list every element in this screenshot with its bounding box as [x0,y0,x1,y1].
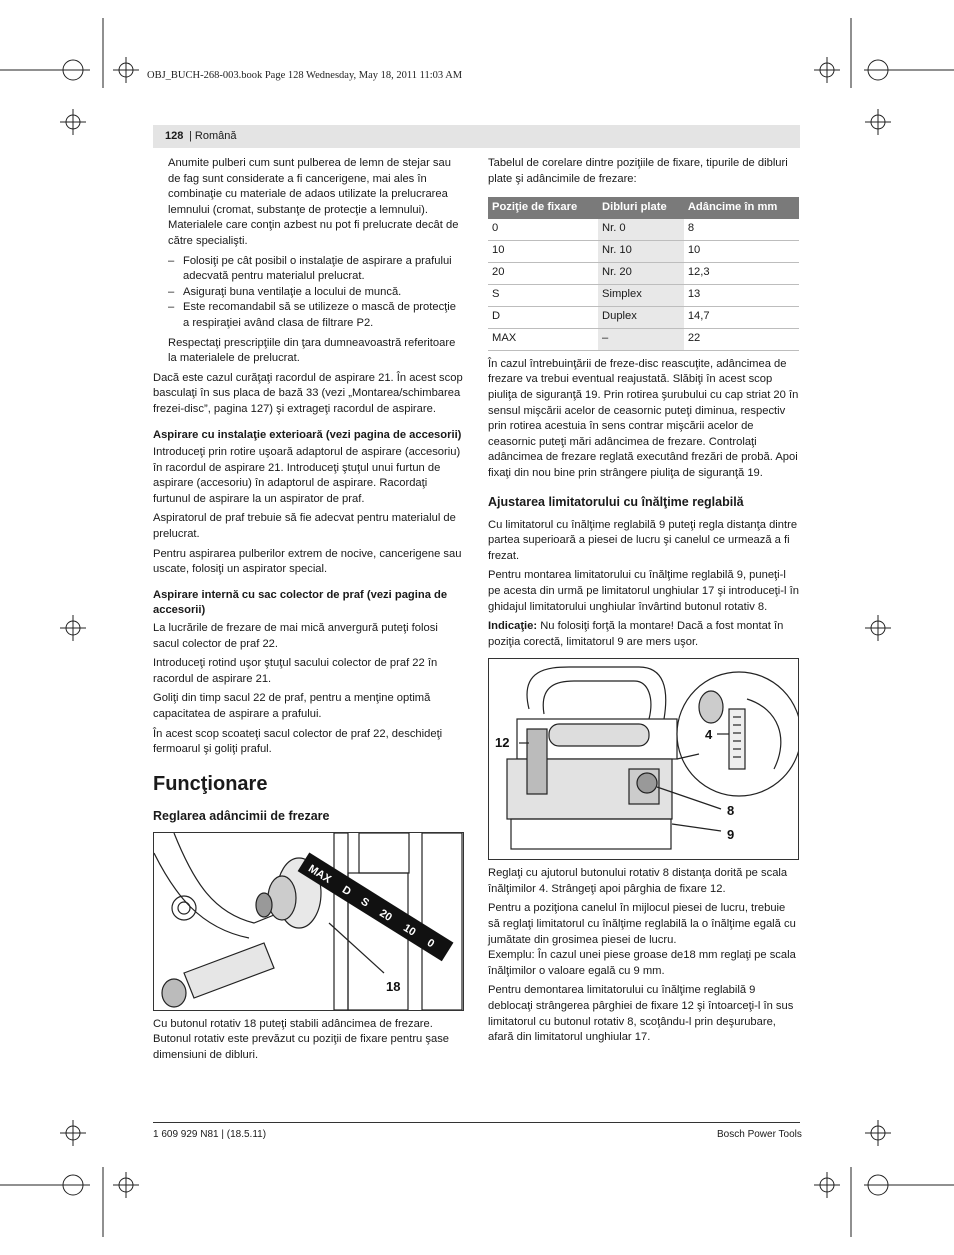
paragraph: Dacă este cazul curăţaţi racordul de aspirare 21. În acest scop basculaţi în sus placa de bază 33 (vezi „Montarea/schimbarea frezei-disc”, pagina 127) şi extrageţi racordul de aspirare. [153,371,463,415]
table-row [488,284,799,306]
figure-callout: 8 [727,803,735,819]
table-row [488,306,799,328]
paragraph: Pentru aspirarea pulberilor extrem de nocive, cancerigene sau uscate, folosiţi un aspirator special. [153,547,462,576]
footer-doc-number: 1 609 929 N81 | (18.5.11) [153,1129,267,1140]
section-heading: Funcţionare [153,772,268,795]
table-cell: 8 [684,219,799,241]
bullet-list [168,254,464,332]
scale-mark: S [358,895,372,910]
table-header-row [488,197,799,219]
paragraph: La lucrările de frezare de mai mică anvergură puteţi folosi sacul colector de praf 22. [153,622,438,650]
table-row [488,240,799,262]
paragraph: Exemplu: În cazul unei piese groase de18 mm reglaţi pe scala înălţimilor o valoare egală cu 9 mm. [488,949,796,977]
note-label: Indicaţie: [488,620,538,633]
table-cell: 0 [488,219,598,241]
paragraph: Tabelul de corelare dintre poziţiile de fixare, tipurile de dibluri plate şi adâncimile de frezare: [488,157,788,185]
subheading: Aspirare cu instalaţie exterioară (vezi pagina de accesorii) [153,428,462,441]
right-column [488,156,800,1050]
paragraph: Cu butonul rotativ 18 puteţi stabili adâncimea de frezare. Butonul rotativ este prevăzut cu poziţii de fixare pentru şase dimensiuni de dibluri. [153,1017,450,1061]
subsection-heading: Reglarea adâncimii de frezare [153,808,330,823]
scale-mark: 10 [400,921,418,939]
table-row [488,328,799,350]
depth-table [488,197,799,351]
page-number: 128 [165,130,184,142]
paragraph: Pentru a poziţiona canelul în mijlocul piesei de lucru, trebuie să reglaţi limitatorul cu înălţime reglabilă la o înălţime egală cu jumătate din grosimea piesei de lucru. [488,902,796,946]
table-cell: Simplex [598,284,684,306]
table-cell: 14,7 [684,306,799,328]
scale-mark: 0 [424,936,437,951]
note-text: Nu folosiţi forţă la montare! Dacă a fost montat în poziţia corectă, limitatorul 9 are mers uşor. [488,620,784,648]
paragraph: Goliţi din timp sacul 22 de praf, pentru a menţine optimă capacitatea de aspirare a prafului. [153,692,431,720]
height-stop-figure [488,658,799,860]
table-row [488,219,799,241]
language-label: | Română [189,130,237,142]
table-cell: Nr. 0 [598,219,684,241]
paragraph: Pentru demontarea limitatorului cu înălţime reglabilă 9 deblocaţi strângerea pârghiei de fixare 12 şi întoarceţi-l în sus limitatorul cu butonul rotativ 8, scoţându-l prin deşurubare, afară din limitatorul unghiular 17. [488,984,794,1044]
paragraph: Cu limitatorul cu înălţime reglabilă 9 puteţi regla distanţa dintre partea superioară a piesei de lucru şi canelul ce urmează a fi frezat. [488,518,798,562]
table-cell: 22 [684,328,799,350]
table-header: Adâncime în mm [684,197,799,219]
note-paragraph [488,619,800,650]
figure-callout: 9 [727,827,735,843]
footer-rule [153,1122,800,1123]
page-header [153,125,800,148]
figure-callout: 18 [386,978,401,994]
table-row [488,262,799,284]
paragraph: Pentru montarea limitatorului cu înălţime reglabilă 9, puneţi-l pe acesta din urmă pe limitatorul unghiular 17 şi introduceţi-l în ghidajul limitatorului unghiular învârtind butonul rotativ 8. [488,569,799,613]
table-cell: D [488,306,598,328]
paragraph: În acest scop scoateţi sacul colector de praf 22, deschideţi fermoarul şi goliţi praful. [153,727,443,756]
table-cell: 20 [488,262,598,284]
scale-mark: 20 [377,906,394,924]
scale-mark: MAX [306,862,334,886]
list-item: – Este recomandabil să se utilizeze o mască de protecţie a respiraţiei având clasa de filtrare P2. [168,300,464,331]
paragraph: Introduceţi prin rotire uşoară adaptorul de aspirare (accesoriu) în racordul de aspirare 21. Introduceţi ştuţul unui furtun de aspirare (accesoriu) în adaptorul de aspirare. Racordaţi furtunul de aspirare la un aspirator de praf. [153,446,461,505]
table-header: Poziţie de fixare [488,197,598,219]
left-column [153,156,464,1068]
table-cell: 13 [684,284,799,306]
paragraph: Introduceţi rotind uşor ştuţul sacului colector de praf 22 în racordul de aspirare 21. [153,657,438,685]
paragraph: În cazul întrebuinţării de freze-disc reascuţite, adâncimea de frezare va trebui eventual reajustată. Slăbiţi în acest scop piuliţa de siguranţă 19. Prin rotirea şurubului cu cap striat 20 în sensul mişcării acelor de ceasornic puteţi diminua, respectiv prin rotirea acestuia în sens contrar mişcării acelor de ceasornic puteţi mări adâncimea de frezare. Controlaţi adâncimea de frezare reglată executând frezări de probă. Apoi fixaţi din nou bine prin strângere piuliţa de siguranţă 19. [488,357,799,479]
height-stop-illustration [489,659,798,859]
table-cell: 12,3 [684,262,799,284]
subsection-heading: Ajustarea limitatorului cu înălţime reglabilă [488,494,744,509]
list-item: – Folosiţi pe cât posibil o instalaţie de aspirare a prafului adecvată pentru materialul prelucrat. [168,254,464,285]
table-cell: Nr. 20 [598,262,684,284]
figure-callout: 12 [495,735,510,751]
table-cell: – [598,328,684,350]
table-cell: 10 [684,240,799,262]
list-item: – Asiguraţi buna ventilaţie a locului de muncă. [168,285,464,301]
table-cell: MAX [488,328,598,350]
print-header: OBJ_BUCH-268-003.book Page 128 Wednesday, May 18, 2011 11:03 AM [147,70,463,81]
scale-mark: D [339,883,354,899]
depth-knob-illustration [154,833,463,1010]
paragraph: Respectaţi prescripţiile din ţara dumneavoastră referitoare la materialele de prelucrat. [168,336,456,365]
paragraph: Aspiratorul de praf trebuie să fie adecvat pentru materialul de prelucrat. [153,512,456,541]
depth-knob-figure [153,832,464,1011]
paragraph: Reglaţi cu ajutorul butonului rotativ 8 distanţa dorită pe scala înălţimilor 4. Strângeţi apoi pârghia de fixare 12. [488,867,788,895]
paragraph: Anumite pulberi cum sunt pulberea de lemn de stejar sau de fag sunt considerate a fi cancerigene, mai ales în combinaţie cu materiale de adaos utilizate la prelucrarea lemnului (cromat, substanţe de protecţie a lemnului). Materialele care conţin azbest nu pot fi prelucrate decât de către specialişti. [168,157,459,247]
figure-callout: 4 [705,727,713,743]
table-cell: Duplex [598,306,684,328]
table-cell: 10 [488,240,598,262]
table-header: Dibluri plate [598,197,684,219]
table-cell: S [488,284,598,306]
subheading: Aspirare internă cu sac colector de praf (vezi pagina de accesorii) [153,588,448,617]
table-cell: Nr. 10 [598,240,684,262]
footer-brand: Bosch Power Tools [717,1129,802,1140]
